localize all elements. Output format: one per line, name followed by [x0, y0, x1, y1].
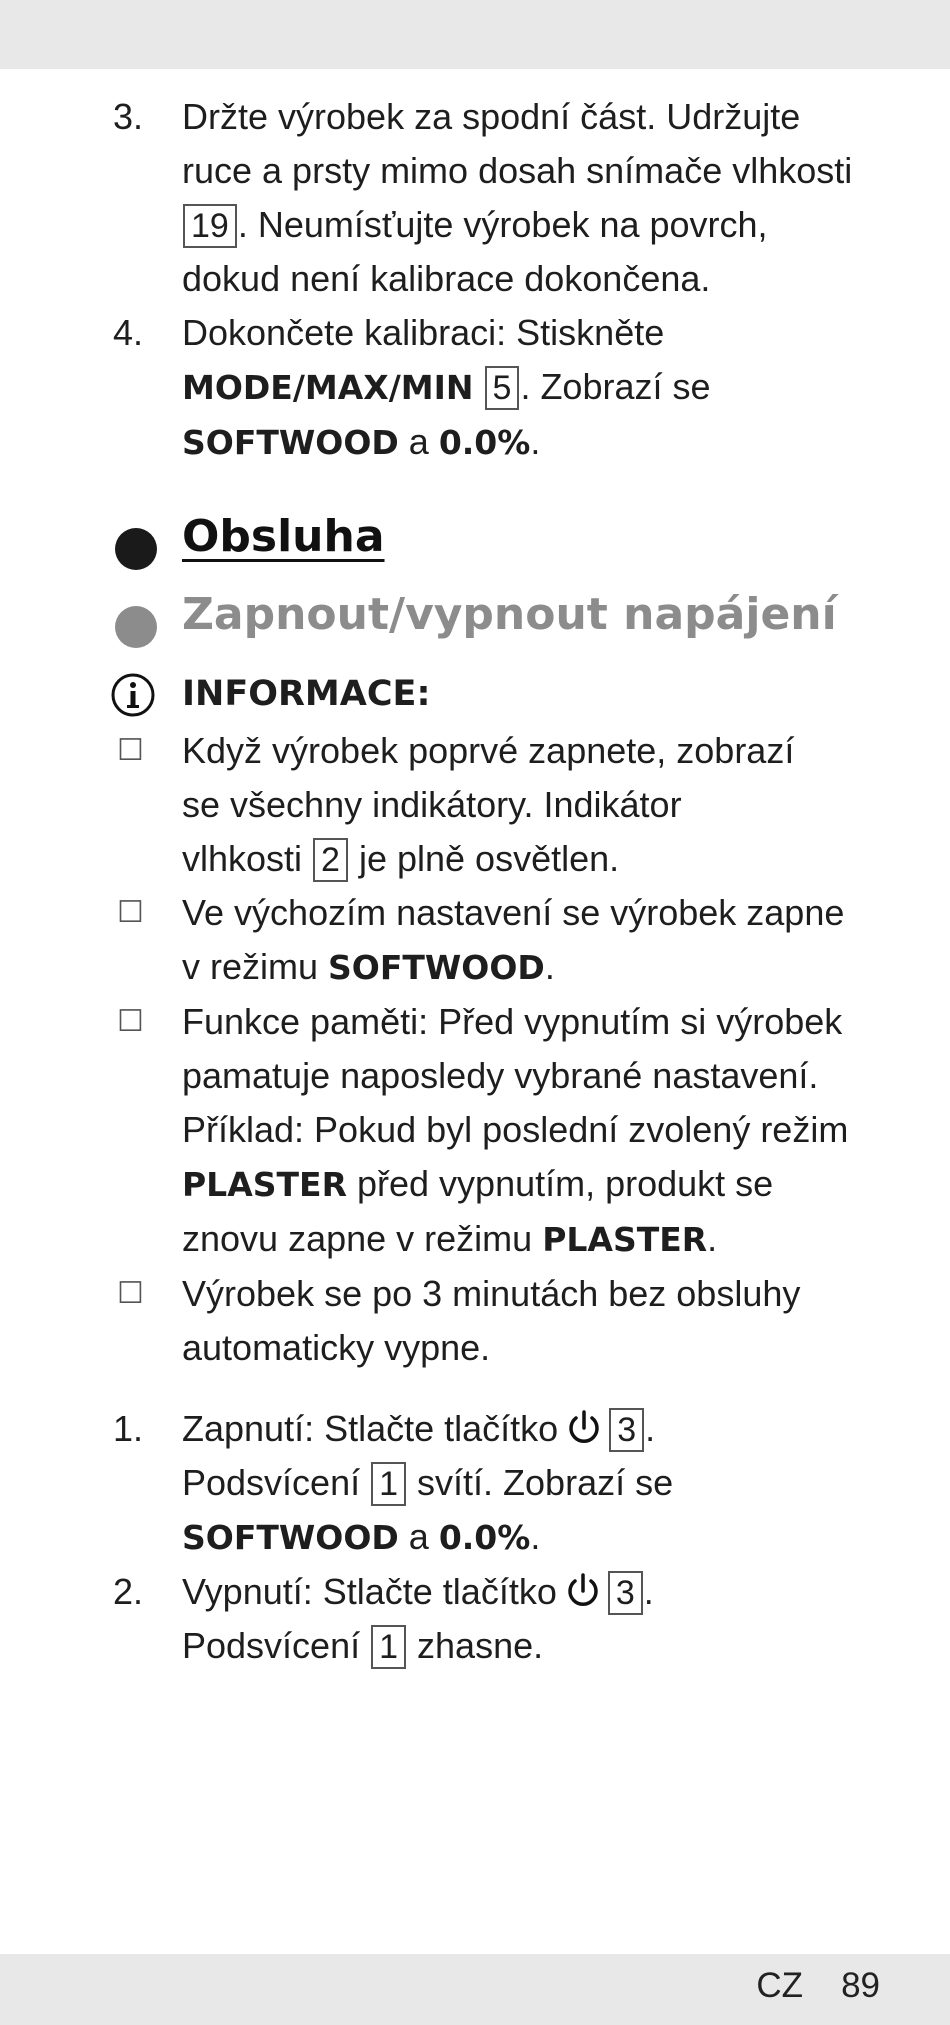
power-icon [564, 1408, 604, 1448]
text-line: se všechny indikátory. Indikátor [182, 784, 682, 825]
text-fragment: . [643, 1571, 654, 1612]
info-item [0, 724, 950, 886]
step-1 [0, 1402, 950, 1565]
text-fragment: před vypnutím, produkt se [346, 1163, 774, 1204]
page-footer [756, 1966, 880, 2006]
text-fragment: Podsvícení [182, 1462, 371, 1503]
step-text [182, 1565, 910, 1673]
step-2 [0, 1565, 950, 1673]
text-fragment: znovu zapne v režimu [182, 1218, 543, 1259]
text-line: ruce a prsty mimo dosah snímače vlhkosti [182, 150, 853, 191]
step-number: 4. [113, 312, 144, 353]
heading-bullet-light [115, 606, 157, 648]
info-item [0, 1267, 950, 1375]
text-line: pamatuje naposledy vybrané nastavení. [182, 1055, 819, 1096]
text-line: Výrobek se po 3 minutách bez obsluhy [182, 1273, 801, 1314]
text-line: . Zobrazí se [520, 366, 711, 407]
text-line: Vypnutí: Stlačte tlačítko [182, 1571, 557, 1612]
page-number: 89 [841, 1966, 880, 2005]
checkbox-bullet-icon: ☐ [117, 1005, 144, 1038]
reference-number: 19 [183, 204, 237, 248]
text-line: dokud není kalibrace dokončena. [182, 258, 711, 299]
text-line: Držte výrobek za spodní část. Udržujte [182, 96, 801, 137]
text-fragment: vlhkosti [182, 838, 313, 879]
heading-bullet-dark [115, 528, 157, 570]
reference-number: 3 [608, 1571, 643, 1615]
reference-number: 2 [313, 838, 348, 882]
text-line: Zapnutí: Stlačte tlačítko [182, 1408, 559, 1449]
page-content [0, 90, 950, 1673]
info-title: INFORMACE: [182, 674, 431, 714]
text-line: Příklad: Pokud byl poslední zvolený režim [182, 1109, 849, 1150]
text-line: Funkce paměti: Před vypnutím si výrobek [182, 1001, 843, 1042]
text-fragment: v režimu [182, 946, 329, 987]
section-heading-operation [0, 510, 950, 588]
reference-number: 3 [609, 1408, 644, 1452]
step-number: 3. [113, 96, 144, 137]
mode-name: SOFTWOOD [182, 1518, 399, 1557]
info-text [182, 995, 910, 1267]
top-band [0, 0, 950, 69]
text-line: automaticky vypne. [182, 1327, 491, 1368]
step-3 [0, 90, 950, 306]
info-text [182, 724, 910, 886]
mode-name: PLASTER [182, 1165, 347, 1204]
text-fragment: . [530, 421, 541, 462]
mode-name: SOFTWOOD [328, 948, 545, 987]
mode-name: PLASTER [542, 1220, 708, 1259]
info-text [182, 1267, 910, 1375]
language-code: CZ [756, 1966, 804, 2005]
step-number: 2. [113, 1571, 144, 1612]
checkbox-bullet-icon: ☐ [117, 734, 144, 767]
text-line: . Neumísťujte výrobek na povrch, [237, 204, 768, 245]
checkbox-bullet-icon: ☐ [117, 896, 144, 929]
display-value: 0.0% [438, 423, 531, 462]
text-line: Ve výchozím nastavení se výrobek zapne [182, 892, 845, 933]
display-value: 0.0% [438, 1518, 531, 1557]
checkbox-bullet-icon: ☐ [117, 1277, 144, 1310]
reference-number: 5 [485, 366, 520, 410]
info-item [0, 886, 950, 995]
button-name: MODE/MAX/MIN [182, 368, 474, 407]
text-fragment: a [398, 1516, 439, 1557]
reference-number: 1 [371, 1625, 406, 1669]
step-text [182, 90, 910, 306]
text-fragment: a [398, 421, 439, 462]
text-fragment: . [645, 1408, 656, 1449]
reference-number: 1 [371, 1462, 406, 1506]
text-fragment: je plně osvětlen. [348, 838, 620, 879]
info-item [0, 995, 950, 1267]
step-text [182, 1402, 910, 1565]
step-number: 1. [113, 1408, 144, 1449]
text-line: Když výrobek poprvé zapnete, zobrazí [182, 730, 795, 771]
info-icon [110, 672, 156, 718]
heading-text: Obsluha [182, 511, 385, 562]
text-fragment: zhasne. [407, 1625, 544, 1666]
text-fragment: Podsvícení [182, 1625, 371, 1666]
text-line: Dokončete kalibraci: Stiskněte [182, 312, 665, 353]
text-fragment: svítí. Zobrazí se [407, 1462, 674, 1503]
mode-name: SOFTWOOD [182, 423, 399, 462]
section-heading-power [0, 588, 950, 666]
text-fragment: . [530, 1516, 541, 1557]
text-fragment: . [544, 946, 555, 987]
info-text [182, 886, 910, 995]
power-icon [563, 1571, 603, 1611]
step-text [182, 306, 910, 470]
heading-text: Zapnout/vypnout napájení [182, 589, 837, 640]
step-4 [0, 306, 950, 470]
text-fragment: . [707, 1218, 718, 1259]
info-block-title [0, 666, 950, 724]
